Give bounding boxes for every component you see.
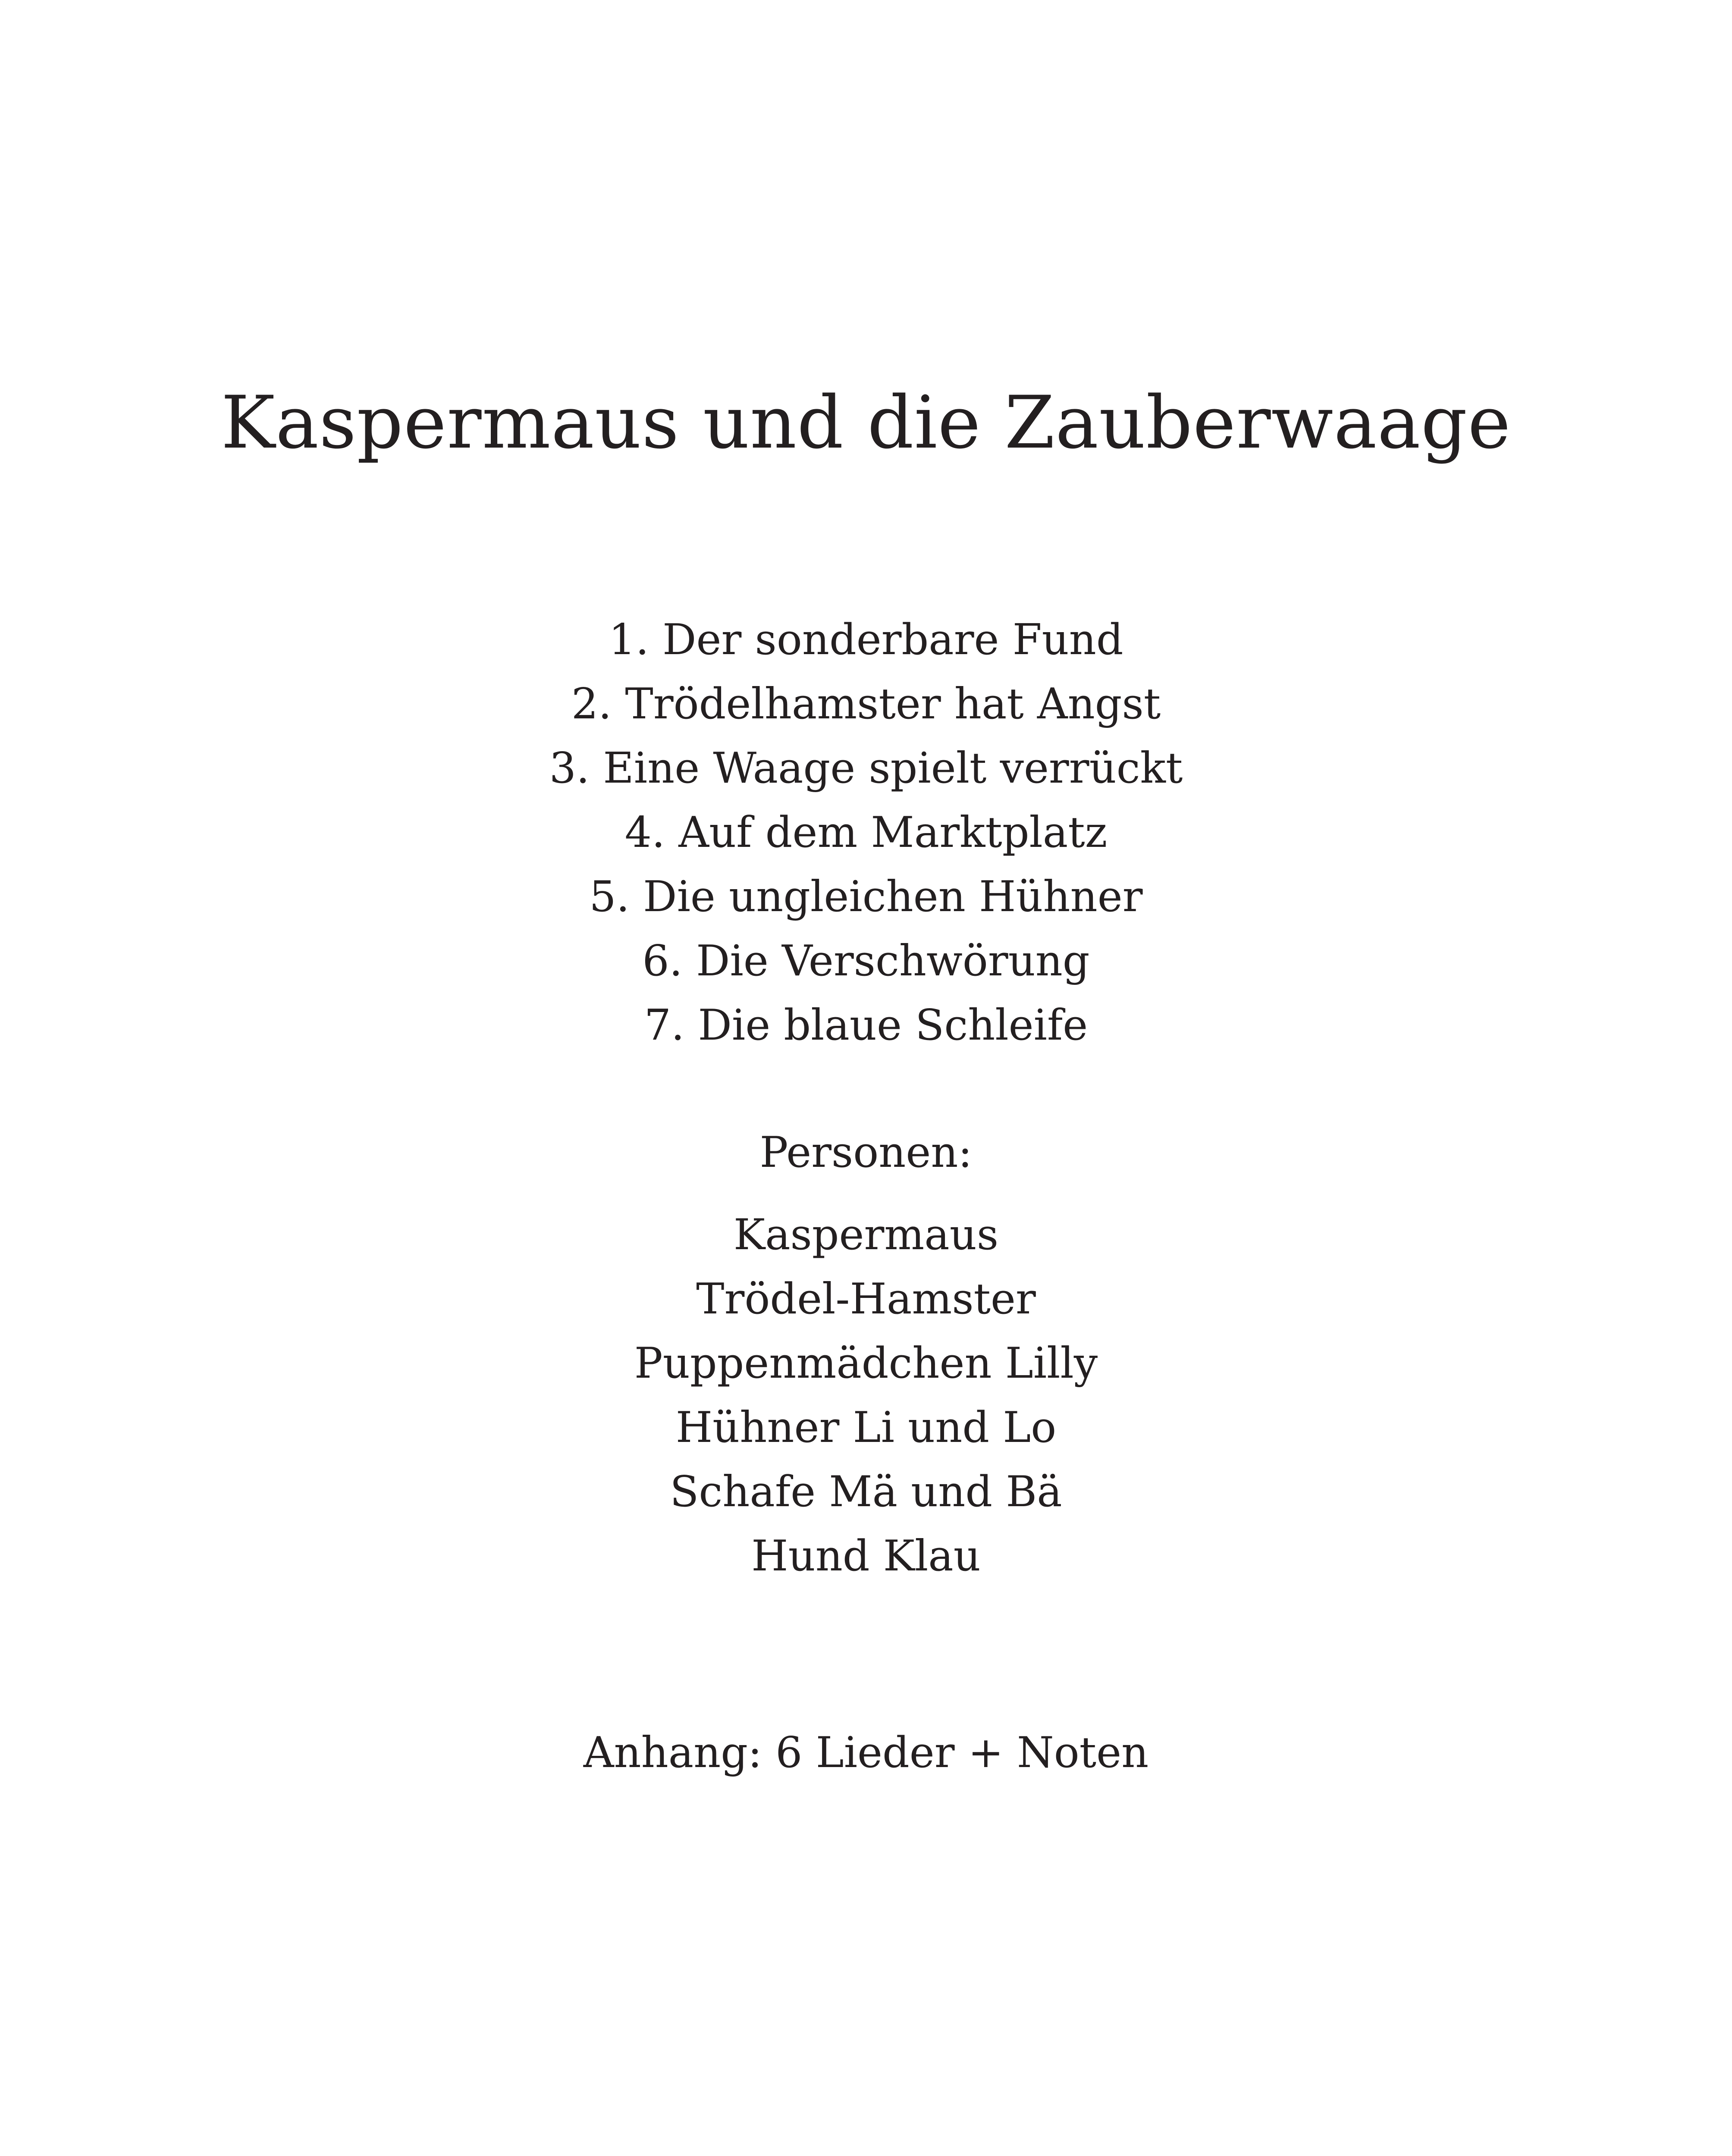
chapter-list: [0, 608, 1732, 1058]
person-item: Trödel-Hamster: [696, 1275, 1036, 1324]
person-item: Puppenmädchen Lilly: [634, 1339, 1098, 1388]
chapter-item: 3. Eine Waage spielt verrückt: [549, 744, 1183, 793]
person-item: Schafe Mä und Bä: [670, 1467, 1062, 1517]
persons-heading: Personen:: [759, 1128, 973, 1177]
chapter-item: 1. Der sonderbare Fund: [609, 615, 1123, 664]
appendix-note: Anhang: 6 Lieder + Noten: [583, 1728, 1149, 1777]
page-title: Kaspermaus und die Zauberwaage: [221, 380, 1511, 465]
person-item: Kaspermaus: [733, 1210, 999, 1260]
chapter-item: 5. Die ungleichen Hühner: [589, 872, 1143, 921]
chapter-item: 2. Trödelhamster hat Angst: [571, 680, 1161, 729]
chapter-item: 7. Die blaue Schleife: [644, 1001, 1088, 1050]
chapter-item: 6. Die Verschwörung: [642, 937, 1090, 986]
person-item: Hühner Li und Lo: [675, 1403, 1057, 1452]
person-item: Hund Klau: [751, 1532, 981, 1581]
chapter-item: 4. Auf dem Marktplatz: [624, 808, 1108, 857]
persons-list: [0, 1203, 1732, 1589]
